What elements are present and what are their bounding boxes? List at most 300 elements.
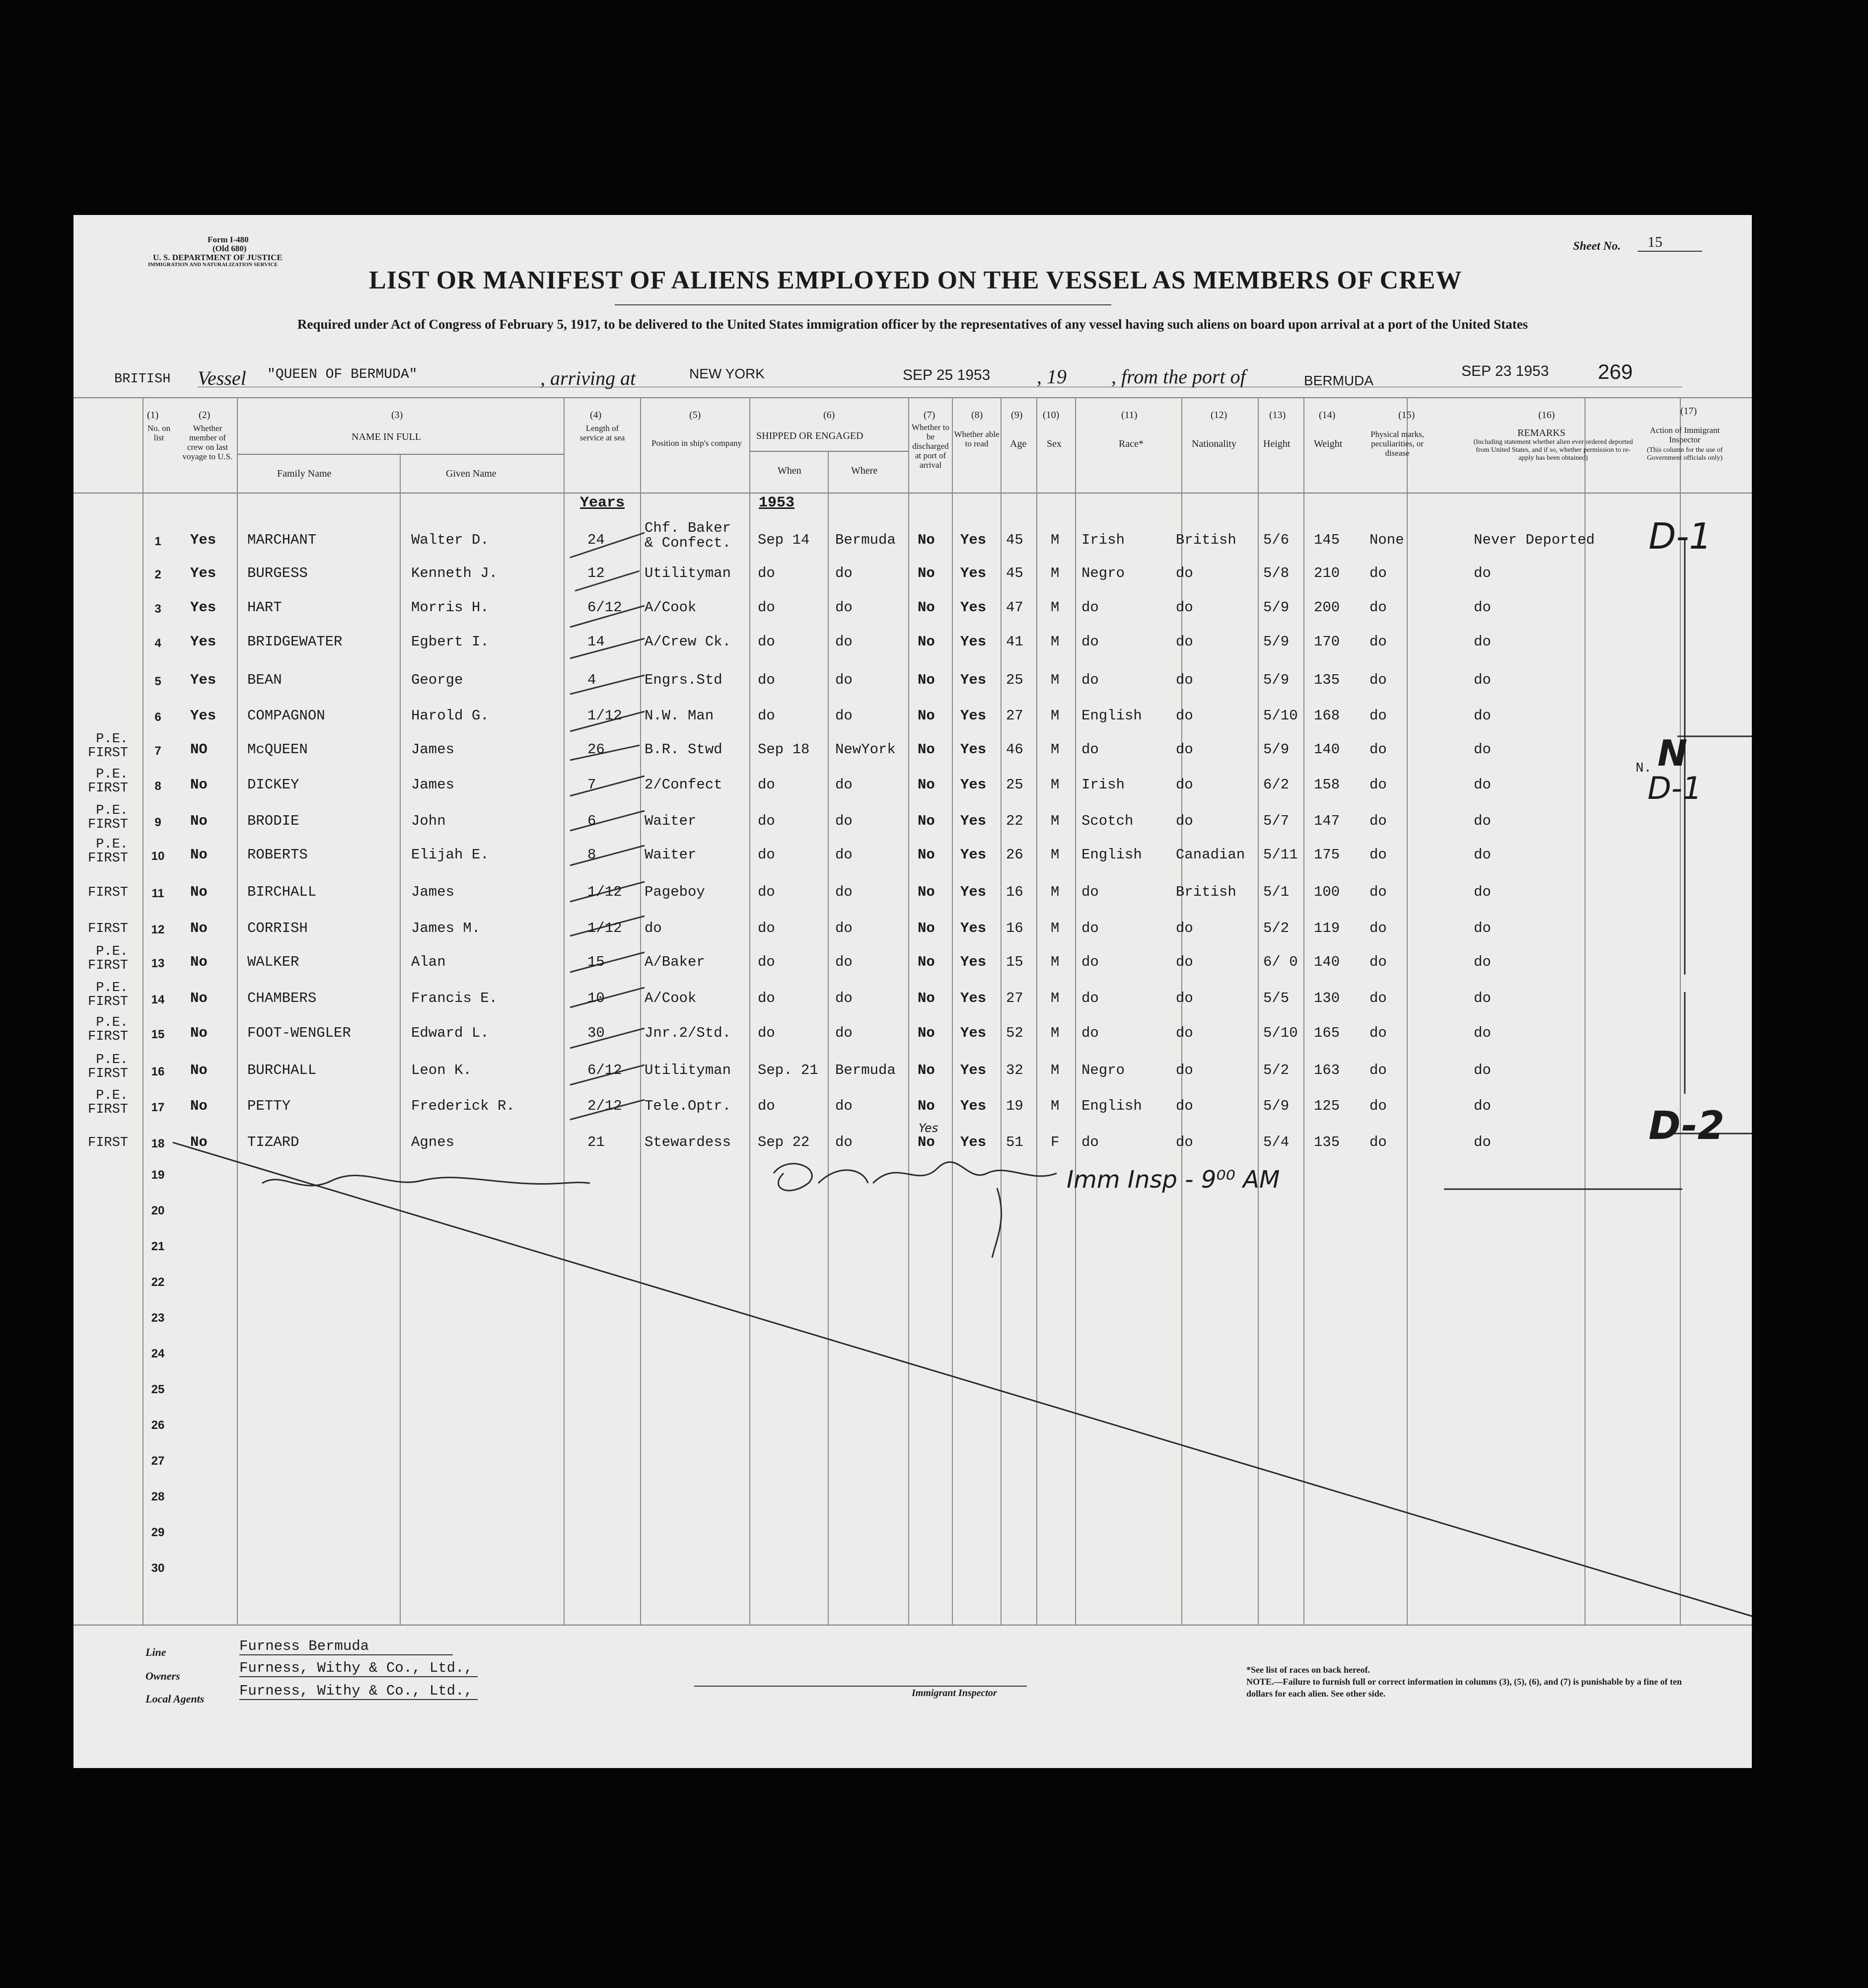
- physical-marks-cell: do: [1369, 920, 1387, 936]
- sex-cell: M: [1051, 920, 1060, 936]
- passenger-class-note: P.E. FIRST: [87, 803, 128, 832]
- crew-last-voyage-cell: No: [190, 847, 208, 863]
- row-number: 18: [151, 1137, 165, 1150]
- crew-last-voyage-cell: Yes: [190, 599, 216, 616]
- physical-marks-cell: do: [1369, 1134, 1387, 1150]
- able-to-read-cell: Yes: [960, 920, 987, 936]
- race-cell: do: [1081, 599, 1099, 616]
- sex-cell: M: [1051, 884, 1060, 900]
- given-name-cell: Francis E.: [411, 990, 498, 1006]
- col-header-shipped: SHIPPED OR ENGAGED: [756, 430, 863, 441]
- shipped-when-cell: do: [758, 813, 775, 829]
- sex-cell: M: [1051, 813, 1060, 829]
- race-cell: Scotch: [1081, 813, 1134, 829]
- weight-cell: 140: [1314, 741, 1340, 758]
- discharged-cell: No: [918, 990, 935, 1006]
- age-cell: 22: [1006, 813, 1023, 829]
- age-cell: 27: [1006, 708, 1023, 724]
- nationality-cell: do: [1176, 990, 1193, 1006]
- col-header-weight: Weight: [1314, 438, 1343, 449]
- page-subtitle: Required under Act of Congress of February 5, 1917, to be delivered to the United States immigration officer by the representatives of any vessel having such aliens on board upon arrival at a port of the United States: [297, 317, 1528, 332]
- years-label: Years: [580, 495, 625, 511]
- given-name-cell: Agnes: [411, 1134, 455, 1150]
- position-cell: Engrs.Std: [645, 672, 722, 688]
- shipped-where-cell: do: [835, 920, 853, 936]
- shipped-where-cell: do: [835, 954, 853, 970]
- col-num-14: (14): [1319, 410, 1336, 421]
- crew-last-voyage-cell: Yes: [190, 672, 216, 688]
- passenger-class-note: P.E. FIRST: [87, 981, 128, 1009]
- row-number: 12: [151, 923, 165, 936]
- crew-last-voyage-cell: Yes: [190, 532, 216, 548]
- able-to-read-cell: Yes: [960, 634, 987, 650]
- row-number: 6: [154, 710, 161, 724]
- owners-value: Furness, Withy & Co., Ltd.,: [239, 1660, 478, 1677]
- shipped-when-cell: do: [758, 920, 775, 936]
- able-to-read-cell: Yes: [960, 1098, 987, 1114]
- shipped-when-cell: do: [758, 672, 775, 688]
- passenger-class-note: FIRST: [87, 922, 128, 936]
- inspector-mark-n: N: [1657, 732, 1688, 774]
- cancellation-line: [173, 1142, 1752, 1618]
- weight-cell: 140: [1314, 954, 1340, 970]
- col-header-read: Whether able to read: [954, 429, 1000, 448]
- nationality-cell: do: [1176, 1062, 1193, 1078]
- height-cell: 5/8: [1263, 565, 1290, 581]
- race-cell: English: [1081, 708, 1142, 724]
- family-name-cell: MARCHANT: [247, 532, 317, 548]
- height-cell: 5/9: [1263, 672, 1290, 688]
- discharged-cell: No: [918, 708, 935, 724]
- age-cell: 25: [1006, 672, 1023, 688]
- position-cell: A/Cook: [645, 990, 697, 1006]
- inspector-mark-d1-top: D-1: [1649, 515, 1712, 557]
- service-length-cell: 10: [587, 990, 605, 1006]
- owners-label: Owners: [145, 1670, 180, 1682]
- row-number: 10: [151, 850, 165, 863]
- service-length-cell: 21: [587, 1134, 605, 1150]
- row-number: 23: [151, 1311, 165, 1325]
- weight-cell: 165: [1314, 1025, 1340, 1041]
- position-cell: Waiter: [645, 847, 697, 863]
- given-name-cell: James: [411, 741, 455, 758]
- penalty-note: NOTE.—Failure to furnish full or correct information in columns (3), (5), (6), and (7) is punishable by a fine of ten dollars for each alien. See other side.: [1246, 1677, 1682, 1699]
- col-num-12: (12): [1211, 410, 1227, 421]
- physical-marks-cell: do: [1369, 708, 1387, 724]
- height-cell: 6/2: [1263, 777, 1290, 793]
- shipped-where-cell: Bermuda: [835, 1062, 896, 1078]
- passenger-class-note: P.E. FIRST: [87, 944, 128, 973]
- inspector-signature-time: Imm Insp - 9⁰⁰ AM: [1067, 1166, 1280, 1194]
- shipped-where-cell: do: [835, 884, 853, 900]
- remarks-cell: do: [1474, 884, 1491, 900]
- shipped-where-cell: do: [835, 813, 853, 829]
- crew-last-voyage-cell: No: [190, 920, 208, 936]
- remarks-cell: do: [1474, 1062, 1491, 1078]
- crew-last-voyage-cell: No: [190, 954, 208, 970]
- col-header-no: No. on list: [147, 424, 171, 442]
- shipped-when-cell: do: [758, 1025, 775, 1041]
- row-number: 7: [154, 744, 161, 758]
- physical-marks-cell: do: [1369, 599, 1387, 616]
- nationality-cell: do: [1176, 920, 1193, 936]
- line-value: Furness Bermuda: [239, 1638, 453, 1655]
- shipped-when-cell: do: [758, 884, 775, 900]
- discharged-cell: No: [918, 1134, 935, 1150]
- local-agents-label: Local Agents: [145, 1693, 205, 1705]
- family-name-cell: ROBERTS: [247, 847, 308, 863]
- height-cell: 5/10: [1263, 1025, 1298, 1041]
- position-cell: A/Crew Ck.: [645, 634, 731, 650]
- given-name-cell: Harold G.: [411, 708, 489, 724]
- sex-cell: M: [1051, 1062, 1060, 1078]
- row-number: 2: [154, 568, 161, 581]
- sex-cell: M: [1051, 532, 1060, 548]
- sex-cell: M: [1051, 990, 1060, 1006]
- position-cell: Pageboy: [645, 884, 705, 900]
- col-header-position: Position in ship's company: [651, 438, 742, 448]
- shipped-when-cell: Sep 14: [758, 532, 810, 548]
- col-num-7: (7): [924, 410, 935, 421]
- given-name-cell: Edward L.: [411, 1025, 489, 1041]
- physical-marks-cell: do: [1369, 847, 1387, 863]
- nationality-cell: British: [1176, 532, 1236, 548]
- col-num-17: (17): [1680, 406, 1697, 417]
- able-to-read-cell: Yes: [960, 777, 987, 793]
- col-header-race: Race*: [1119, 438, 1144, 449]
- passenger-class-note: P.E. FIRST: [87, 1053, 128, 1081]
- col-header-remarks-note: (Including statement whether alien ever ordered deported from United States, and if so, whether permission to re-apply has been obtained): [1473, 438, 1633, 462]
- discharged-cell: No: [918, 1062, 935, 1078]
- remarks-cell: do: [1474, 741, 1491, 758]
- crew-last-voyage-cell: No: [190, 884, 208, 900]
- crew-last-voyage-cell: No: [190, 1098, 208, 1114]
- given-name-cell: Walter D.: [411, 532, 489, 548]
- position-cell: Chf. Baker & Confect.: [645, 520, 731, 551]
- sex-cell: M: [1051, 741, 1060, 758]
- row-number: 20: [151, 1204, 165, 1217]
- race-cell: do: [1081, 672, 1099, 688]
- shipped-where-cell: NewYork: [835, 741, 896, 758]
- weight-cell: 147: [1314, 813, 1340, 829]
- position-cell: Utilityman: [645, 565, 731, 581]
- weight-cell: 100: [1314, 884, 1340, 900]
- physical-marks-cell: do: [1369, 954, 1387, 970]
- physical-marks-cell: do: [1369, 741, 1387, 758]
- race-cell: do: [1081, 954, 1099, 970]
- discharged-cell: No: [918, 741, 935, 758]
- service-length-cell: 2/12: [587, 1098, 622, 1114]
- service-length-cell: 7: [587, 777, 596, 793]
- height-cell: 5/11: [1263, 847, 1298, 863]
- height-cell: 5/4: [1263, 1134, 1290, 1150]
- position-cell: Utilityman: [645, 1062, 731, 1078]
- weight-cell: 158: [1314, 777, 1340, 793]
- nationality-cell: British: [1176, 884, 1236, 900]
- service-length-cell: 6: [587, 813, 596, 829]
- family-name-cell: FOOT-WENGLER: [247, 1025, 351, 1041]
- weight-cell: 145: [1314, 532, 1340, 548]
- crew-last-voyage-cell: Yes: [190, 565, 216, 581]
- discharged-cell: No: [918, 532, 935, 548]
- service-length-cell: 1/12: [587, 920, 622, 936]
- family-name-cell: BURGESS: [247, 565, 308, 581]
- physical-marks-cell: do: [1369, 672, 1387, 688]
- vessel-label: Vessel: [198, 367, 246, 389]
- physical-marks-cell: do: [1369, 813, 1387, 829]
- col-num-2: (2): [199, 410, 211, 421]
- remarks-cell: do: [1474, 672, 1491, 688]
- able-to-read-cell: Yes: [960, 884, 987, 900]
- shipped-when-cell: do: [758, 599, 775, 616]
- age-cell: 52: [1006, 1025, 1023, 1041]
- physical-marks-cell: do: [1369, 1025, 1387, 1041]
- height-cell: 5/9: [1263, 599, 1290, 616]
- col-header-family-name: Family Name: [277, 468, 332, 479]
- row-number: 28: [151, 1490, 165, 1503]
- weight-cell: 210: [1314, 565, 1340, 581]
- col-header-height: Height: [1263, 438, 1291, 449]
- given-name-cell: John: [411, 813, 446, 829]
- remarks-cell: do: [1474, 634, 1491, 650]
- col-num-13: (13): [1269, 410, 1286, 421]
- given-name-cell: Leon K.: [411, 1062, 472, 1078]
- family-name-cell: PETTY: [247, 1098, 291, 1114]
- discharged-cell: No: [918, 599, 935, 616]
- service-length-cell: 1/12: [587, 708, 622, 724]
- shipped-where-cell: do: [835, 1025, 853, 1041]
- passenger-class-note: P.E. FIRST: [87, 767, 128, 796]
- inspector-mark-d2: D-2: [1649, 1104, 1724, 1148]
- col-header-name: NAME IN FULL: [352, 431, 421, 442]
- shipped-when-cell: do: [758, 565, 775, 581]
- nationality-cell: do: [1176, 741, 1193, 758]
- race-cell: English: [1081, 1098, 1142, 1114]
- position-cell: 2/Confect: [645, 777, 722, 793]
- row-number: 14: [151, 993, 165, 1006]
- nationality-cell: do: [1176, 954, 1193, 970]
- passenger-class-note: P.E. FIRST: [87, 732, 128, 761]
- given-name-cell: Alan: [411, 954, 446, 970]
- service-length-cell: 1/12: [587, 884, 622, 900]
- family-name-cell: McQUEEN: [247, 741, 308, 758]
- nationality-cell: do: [1176, 1025, 1193, 1041]
- row-number: 27: [151, 1454, 165, 1468]
- able-to-read-cell: Yes: [960, 990, 987, 1006]
- age-cell: 16: [1006, 884, 1023, 900]
- able-to-read-cell: Yes: [960, 1025, 987, 1041]
- given-name-cell: James M.: [411, 920, 481, 936]
- row-number: 11: [151, 887, 164, 900]
- row-number: 1: [154, 535, 161, 548]
- service-length-cell: 14: [587, 634, 605, 650]
- age-cell: 46: [1006, 741, 1023, 758]
- row-number: 4: [154, 637, 161, 650]
- sex-cell: M: [1051, 634, 1060, 650]
- able-to-read-cell: Yes: [960, 708, 987, 724]
- height-cell: 5/10: [1263, 708, 1298, 724]
- given-name-cell: James: [411, 884, 455, 900]
- physical-marks-cell: do: [1369, 884, 1387, 900]
- shipped-when-cell: Sep 18: [758, 741, 810, 758]
- sheet-number: 15: [1638, 234, 1702, 252]
- shipped-when-cell: do: [758, 777, 775, 793]
- form-old-number: (Old 680): [213, 244, 247, 253]
- crew-last-voyage-cell: No: [190, 1134, 208, 1150]
- col-num-6: (6): [823, 410, 835, 421]
- inspector-mark-n-prefix: N.: [1636, 761, 1652, 776]
- able-to-read-cell: Yes: [960, 847, 987, 863]
- discharged-cell: No: [918, 813, 935, 829]
- given-name-cell: Egbert I.: [411, 634, 489, 650]
- col-header-remarks: REMARKS: [1517, 427, 1566, 438]
- passenger-class-note: FIRST: [87, 1136, 128, 1150]
- row-number: 8: [154, 780, 161, 793]
- shipped-where-cell: do: [835, 847, 853, 863]
- race-cell: do: [1081, 920, 1099, 936]
- given-name-cell: Morris H.: [411, 599, 489, 616]
- able-to-read-cell: Yes: [960, 1062, 987, 1078]
- race-cell: do: [1081, 990, 1099, 1006]
- remarks-cell: Never Deported: [1474, 532, 1595, 548]
- crew-last-voyage-cell: No: [190, 990, 208, 1006]
- inspector-mark-d1-mid: D-1: [1648, 770, 1702, 806]
- immigrant-inspector-label: Immigrant Inspector: [912, 1688, 997, 1699]
- discharged-cell: No: [918, 920, 935, 936]
- discharged-cell: No: [918, 672, 935, 688]
- discharged-cell: No: [918, 954, 935, 970]
- col-header-service: Length of service at sea: [579, 424, 625, 442]
- able-to-read-cell: Yes: [960, 1134, 987, 1150]
- arrival-port: NEW YORK: [689, 366, 765, 381]
- col-header-crew: Whether member of crew on last voyage to U.S.: [182, 424, 233, 461]
- sex-cell: M: [1051, 1025, 1060, 1041]
- able-to-read-cell: Yes: [960, 672, 987, 688]
- service-length-cell: 24: [587, 532, 605, 548]
- family-name-cell: BIRCHALL: [247, 884, 317, 900]
- sex-cell: F: [1051, 1134, 1060, 1150]
- shipped-when-cell: do: [758, 1098, 775, 1114]
- remarks-cell: do: [1474, 599, 1491, 616]
- able-to-read-cell: Yes: [960, 741, 987, 758]
- age-cell: 26: [1006, 847, 1023, 863]
- col-num-10: (10): [1043, 410, 1060, 421]
- age-cell: 15: [1006, 954, 1023, 970]
- weight-cell: 135: [1314, 1134, 1340, 1150]
- service-length-cell: 8: [587, 847, 596, 863]
- family-name-cell: COMPAGNON: [247, 708, 325, 724]
- shipped-where-cell: do: [835, 565, 853, 581]
- height-cell: 5/1: [1263, 884, 1290, 900]
- family-name-cell: BURCHALL: [247, 1062, 317, 1078]
- able-to-read-cell: Yes: [960, 813, 987, 829]
- passenger-class-note: FIRST: [87, 885, 128, 900]
- position-cell: Tele.Optr.: [645, 1098, 731, 1114]
- col-header-discharged: Whether to be discharged at port of arrival: [912, 423, 949, 470]
- discharged-cell: No: [918, 565, 935, 581]
- age-cell: 19: [1006, 1098, 1023, 1114]
- nationality-cell: do: [1176, 708, 1193, 724]
- col-header-where: Where: [851, 465, 878, 476]
- family-name-cell: WALKER: [247, 954, 299, 970]
- remarks-cell: do: [1474, 847, 1491, 863]
- position-cell: do: [645, 920, 662, 936]
- discharged-cell: No: [918, 884, 935, 900]
- nationality-cell: Canadian: [1176, 847, 1245, 863]
- height-cell: 5/7: [1263, 813, 1290, 829]
- col-header-action-note: (This column for the use of Government officials only): [1647, 446, 1723, 462]
- race-cell: Irish: [1081, 532, 1125, 548]
- arrival-date-stamp: SEP 25 1953: [903, 367, 991, 383]
- physical-marks-cell: do: [1369, 777, 1387, 793]
- discharged-cell: No: [918, 847, 935, 863]
- family-name-cell: TIZARD: [247, 1134, 299, 1150]
- remarks-cell: do: [1474, 777, 1491, 793]
- weight-cell: 135: [1314, 672, 1340, 688]
- shipped-when-cell: do: [758, 990, 775, 1006]
- weight-cell: 125: [1314, 1098, 1340, 1114]
- weight-cell: 200: [1314, 599, 1340, 616]
- col-header-when: When: [778, 465, 801, 476]
- age-cell: 25: [1006, 777, 1023, 793]
- passenger-class-note: P.E. FIRST: [87, 837, 128, 866]
- able-to-read-cell: Yes: [960, 954, 987, 970]
- shipped-where-cell: do: [835, 777, 853, 793]
- position-cell: Stewardess: [645, 1134, 731, 1150]
- race-cell: English: [1081, 847, 1142, 863]
- crew-last-voyage-cell: Yes: [190, 634, 216, 650]
- nationality-cell: do: [1176, 813, 1193, 829]
- col-header-nationality: Nationality: [1192, 438, 1236, 449]
- remarks-cell: do: [1474, 565, 1491, 581]
- sex-cell: M: [1051, 708, 1060, 724]
- service-length-cell: 6/12: [587, 1062, 622, 1078]
- service-length-cell: 15: [587, 954, 605, 970]
- local-agents-value: Furness, Withy & Co., Ltd.,: [239, 1683, 478, 1700]
- race-cell: do: [1081, 884, 1099, 900]
- family-name-cell: BRODIE: [247, 813, 299, 829]
- height-cell: 5/9: [1263, 1098, 1290, 1114]
- weight-cell: 130: [1314, 990, 1340, 1006]
- race-cell: Negro: [1081, 565, 1125, 581]
- vessel-name: "QUEEN OF BERMUDA": [267, 367, 418, 382]
- row-number: 25: [151, 1383, 165, 1396]
- shipped-when-cell: do: [758, 634, 775, 650]
- given-name-cell: James: [411, 777, 455, 793]
- col-num-16: (16): [1538, 410, 1555, 421]
- sheet-number-label: Sheet No.: [1573, 240, 1621, 253]
- shipped-where-cell: do: [835, 708, 853, 724]
- age-cell: 16: [1006, 920, 1023, 936]
- col-num-11: (11): [1121, 410, 1138, 421]
- col-num-1: (1): [147, 410, 159, 421]
- sex-cell: M: [1051, 847, 1060, 863]
- height-cell: 5/5: [1263, 990, 1290, 1006]
- shipped-when-cell: Sep. 21: [758, 1062, 818, 1078]
- nationality-cell: do: [1176, 634, 1193, 650]
- row-number: 22: [151, 1276, 165, 1289]
- nationality-cell: do: [1176, 777, 1193, 793]
- remarks-cell: do: [1474, 1025, 1491, 1041]
- service-length-cell: 12: [587, 565, 605, 581]
- physical-marks-cell: do: [1369, 565, 1387, 581]
- sex-cell: M: [1051, 599, 1060, 616]
- given-name-cell: Elijah E.: [411, 847, 489, 863]
- row-number: 19: [151, 1168, 165, 1182]
- row-number: 21: [151, 1240, 165, 1253]
- col-header-action: Action of Immigrant Inspector: [1650, 426, 1720, 444]
- weight-cell: 168: [1314, 708, 1340, 724]
